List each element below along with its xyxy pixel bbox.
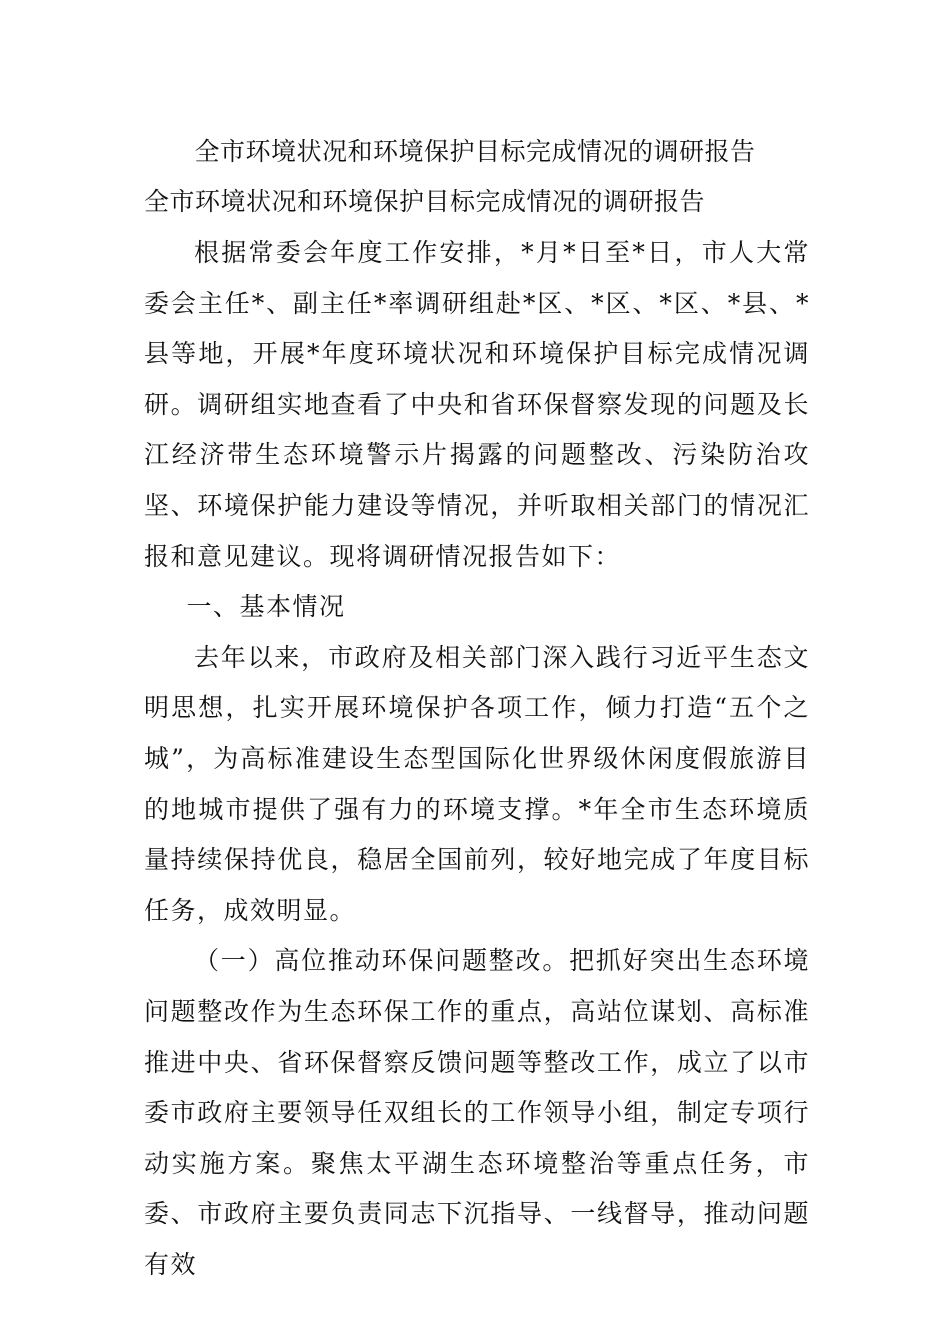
- section-heading-basic-situation: 一、基本情况: [186, 592, 346, 622]
- paragraph-overview: 去年以来，市政府及相关部门深入践行习近平生态文明思想，扎实开展环境保护各项工作，倾力打造“五个之城”，为高标准建设生态型国际化世界级休闲度假旅游目的地城市提供了强有力的环境支撑。*年全市生态环境质量持续保持优良，稳居全国前列，较好地完成了年度目标任务，成效明显。: [144, 642, 810, 925]
- document-body: [144, 228, 810, 1290]
- document-title-left: 全市环境状况和环境保护目标完成情况的调研报告: [144, 187, 706, 216]
- paragraph-intro: 根据常委会年度工作安排，*月*日至*日，市人大常委会主任*、副主任*率调研组赴*区、*区、*区、*县、*县等地，开展*年度环境状况和环境保护目标完成情况调研。调研组实地查看了中央和省环保督察发现的问题及长江经济带生态环境警示片揭露的问题整改、污染防治攻坚、环境保护能力建设等情况，并听取相关部门的情况汇报和意见建议。现将调研情况报告如下：: [144, 238, 810, 571]
- paragraph-subsection-1: （一）高位推动环保问题整改。把抓好突出生态环境问题整改作为生态环保工作的重点，高站位谋划、高标准推进中央、省环保督察反馈问题等整改工作，成立了以市委市政府主要领导任双组长的工作领导小组，制定专项行动实施方案。聚焦太平湖生态环境整治等重点任务，市委、市政府主要负责同志下沉指导、一线督导，推动问题有效: [144, 946, 810, 1279]
- document-title-centered: 全市环境状况和环境保护目标完成情况的调研报告: [194, 137, 756, 166]
